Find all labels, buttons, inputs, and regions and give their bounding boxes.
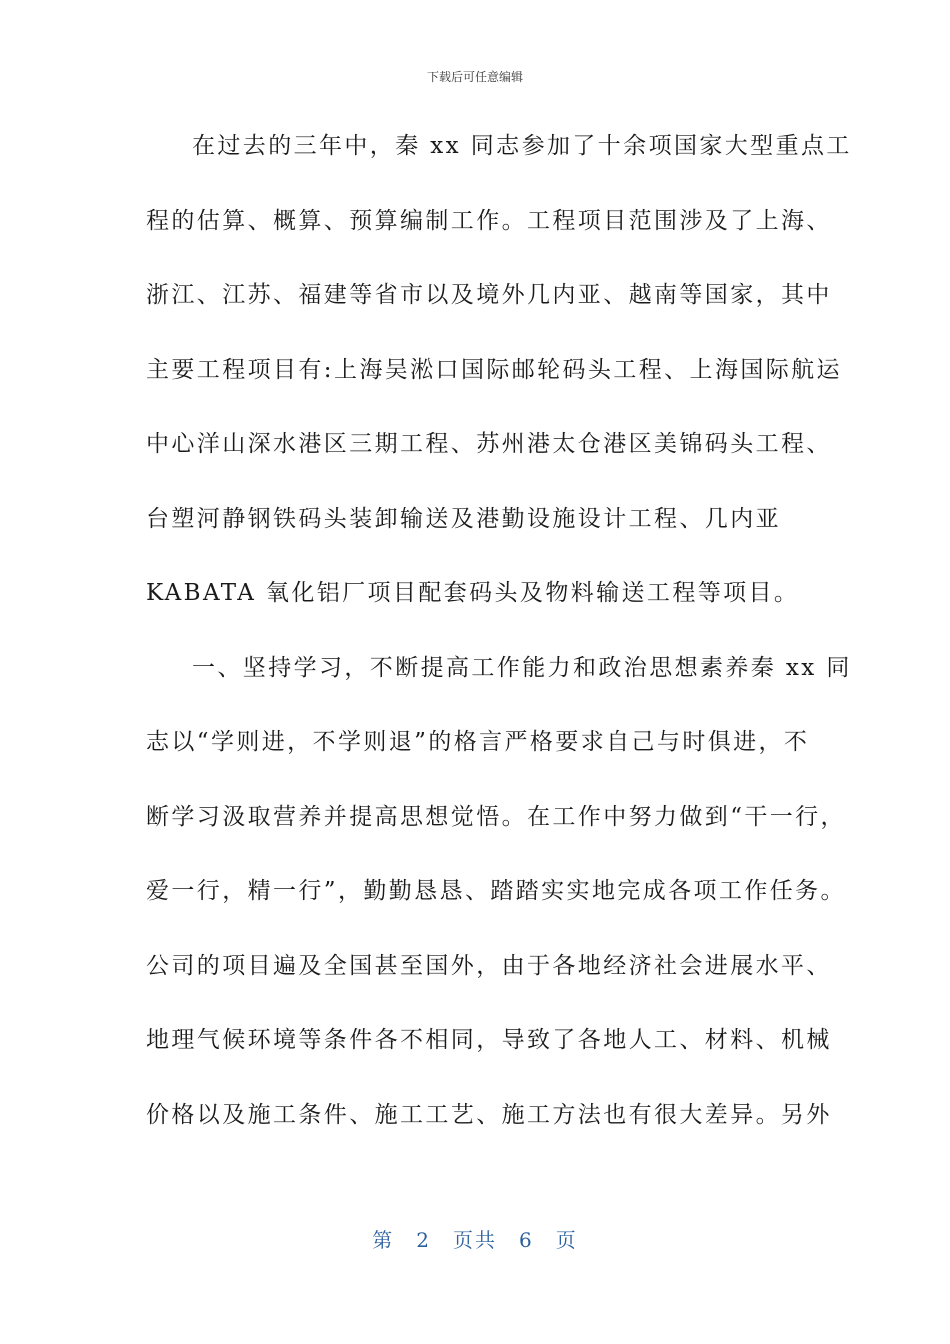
paragraph-line: 浙江、江苏、福建等省市以及境外几内亚、越南等国家，其中 (146, 282, 832, 308)
paragraph-line: 志以“学则进，不学则退”的格言严格要求自己与时俱进，不 (146, 729, 810, 755)
paragraph-line: 地理气候环境等条件各不相同，导致了各地人工、材料、机械 (146, 1027, 832, 1053)
paragraph-line: 价格以及施工条件、施工工艺、施工方法也有很大差异。另外 (146, 1101, 832, 1128)
paragraph-line: 程的估算、概算、预算编制工作。工程项目范围涉及了上海、 (146, 207, 832, 234)
paragraph-line: 中心洋山深水港区三期工程、苏州港太仓港区美锦码头工程、 (146, 431, 832, 457)
document-body (146, 120, 852, 1163)
page-middle: 页共 (453, 1228, 497, 1252)
page-footer (0, 1224, 950, 1253)
paragraph-line: 公司的项目遍及全国甚至国外，由于各地经济社会进展水平、 (146, 952, 832, 979)
paragraph-line: 在过去的三年中，秦 xx 同志参加了十余项国家大型重点工 (192, 133, 852, 159)
paragraph-line: 台塑河静钢铁码头装卸输送及港勤设施设计工程、几内亚 (146, 505, 781, 532)
page-suffix: 页 (555, 1228, 578, 1252)
paragraph-line: 断学习汲取营养并提高思想觉悟。在工作中努力做到“干一行， (146, 803, 846, 830)
page-current: 2 (416, 1228, 431, 1252)
header-note: 下载后可任意编辑 (426, 70, 523, 84)
paragraph-line: 爱一行，精一行”，勤勤恳恳、踏踏实实地完成各项工作任务。 (146, 878, 846, 904)
paragraph-line: 主要工程项目有:上海吴淞口国际邮轮码头工程、上海国际航运 (146, 356, 842, 383)
page-prefix: 第 (372, 1228, 395, 1252)
paragraph-line: 一、坚持学习，不断提高工作能力和政治思想素养秦 xx 同 (192, 654, 852, 681)
paragraph-line: KABATA 氧化铝厂项目配套码头及物料输送工程等项目。 (146, 580, 800, 606)
page-total: 6 (519, 1228, 534, 1252)
